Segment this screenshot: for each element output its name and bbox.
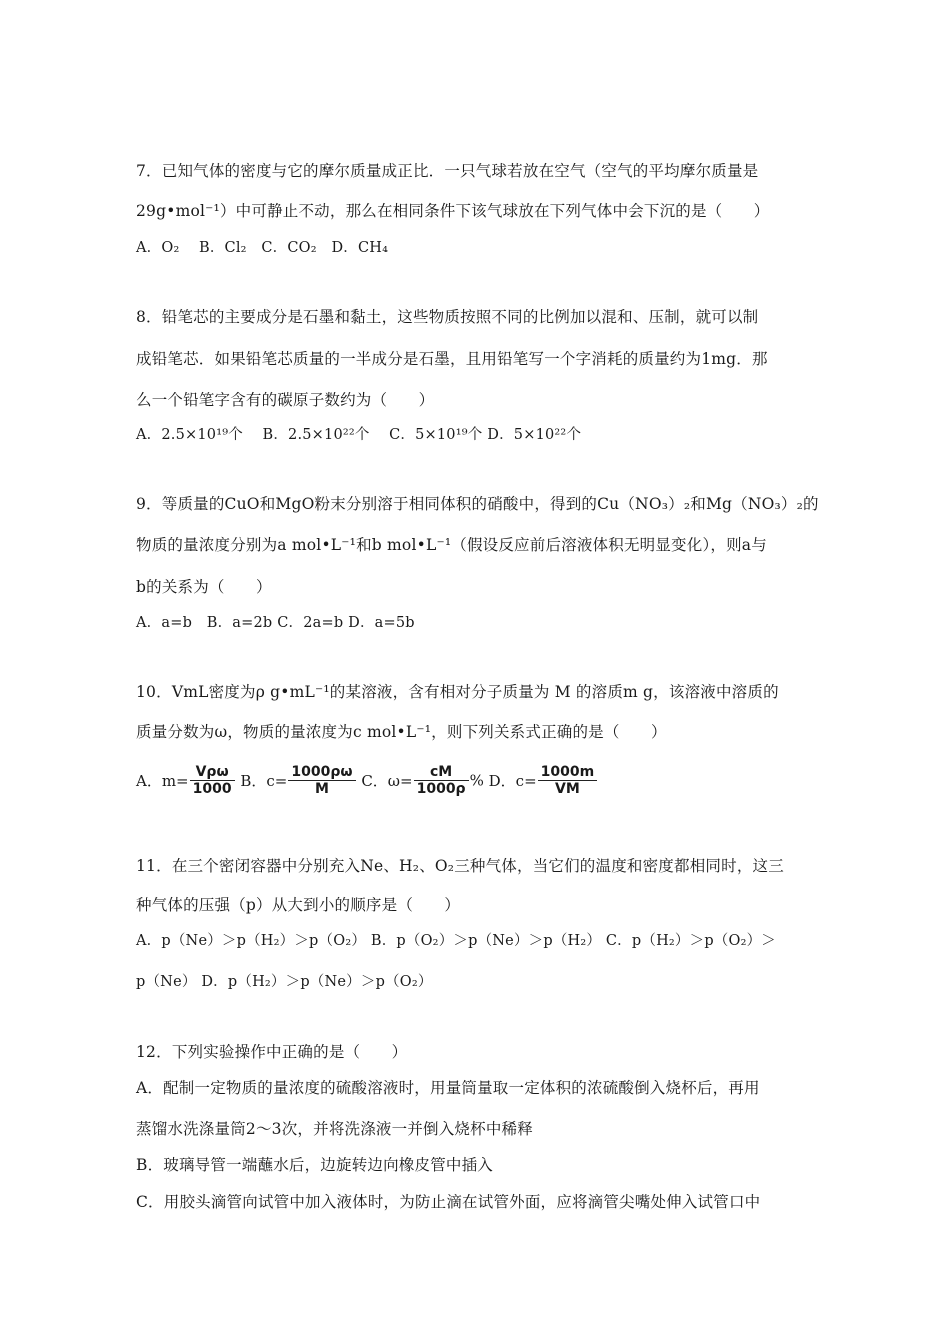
q10-option-a-fraction [190, 764, 235, 797]
q10-option-a-prefix: A．m= [136, 772, 189, 790]
q10-option-d-fraction [538, 764, 598, 797]
q10-stem-line1: 10．VmL密度为ρ g•mL⁻¹的某溶液，含有相对分子质量为 M 的溶质m g，该溶液中溶质的 [136, 683, 779, 701]
q10-option-b-fraction [288, 764, 355, 797]
q10-option-b-numerator: 1000ρω [288, 764, 355, 781]
q8-stem-line2: 成铅笔芯．如果铅笔芯质量的一半成分是石墨，且用铅笔写一个字消耗的质量约为1mg．那 [136, 350, 768, 368]
q12-option-c: C．用胶头滴管向试管中加入液体时，为防止滴在试管外面，应将滴管尖嘴处伸入试管口中 [136, 1193, 761, 1211]
q10-option-c-numerator: cM [414, 764, 469, 781]
q7-stem-line2: 29g•mol⁻¹）中可静止不动，那么在相同条件下该气球放在下列气体中会下沉的是（ ） [136, 202, 770, 220]
q10-option-b-prefix: B．c= [240, 772, 288, 790]
q9-stem-line3: b的关系为（ ） [136, 578, 272, 596]
q11-options-line1: A．p（Ne）＞p（H₂）＞p（O₂） B．p（O₂）＞p（Ne）＞p（H₂） C．p（H₂）＞p（O₂）＞ [136, 933, 777, 949]
q10-option-c-suffix: % [469, 771, 484, 790]
q7-stem-line1: 7．已知气体的密度与它的摩尔质量成正比．一只气球若放在空气（空气的平均摩尔质量是 [136, 162, 759, 180]
q10-option-d-prefix: D．c= [488, 772, 537, 790]
q10-option-c-denominator: 1000ρ [416, 781, 466, 797]
q9-options: A．a=b B．a=2b C．2a=b D．a=5b [136, 615, 415, 631]
q8-options: A．2.5×10¹⁹个 B．2.5×10²²个 C．5×10¹⁹个 D．5×10²²个 [136, 427, 582, 443]
q9-stem-line2: 物质的量浓度分别为a mol•L⁻¹和b mol•L⁻¹（假设反应前后溶液体积无明显变化），则a与 [136, 536, 767, 554]
q11-stem-line1: 11．在三个密闭容器中分别充入Ne、H₂、O₂三种气体，当它们的温度和密度都相同时，这三 [136, 857, 784, 875]
q10-option-c-fraction [414, 764, 469, 797]
q8-stem-line1: 8．铅笔芯的主要成分是石墨和黏土，这些物质按照不同的比例加以混和、压制，就可以制 [136, 308, 759, 326]
q12-option-a-line2: 蒸馏水洗涤量筒2～3次，并将洗涤液一并倒入烧杯中稀释 [136, 1120, 533, 1138]
q10-option-c-prefix: C．ω= [361, 772, 413, 790]
q10-stem-line2: 质量分数为ω，物质的量浓度为c mol•L⁻¹，则下列关系式正确的是（ ） [136, 723, 667, 741]
q11-stem-line2: 种气体的压强（p）从大到小的顺序是（ ） [136, 896, 461, 914]
q12-option-b: B．玻璃导管一端蘸水后，边旋转边向橡皮管中插入 [136, 1156, 493, 1174]
q9-stem-line1: 9．等质量的CuO和MgO粉末分别溶于相同体积的硝酸中，得到的Cu（NO₃）₂和Mg（NO₃）₂的 [136, 495, 819, 513]
q10-option-a-denominator: 1000 [192, 781, 232, 797]
q10-options [136, 764, 598, 804]
q10-option-d-numerator: 1000m [538, 764, 598, 781]
q12-stem: 12．下列实验操作中正确的是（ ） [136, 1043, 408, 1061]
q11-options-line2: p（Ne） D．p（H₂）＞p（Ne）＞p（O₂） [136, 974, 433, 990]
q7-options: A．O₂ B．Cl₂ C．CO₂ D．CH₄ [136, 240, 389, 256]
q10-option-a-numerator: Vρω [190, 764, 235, 781]
q12-option-a-line1: A．配制一定物质的量浓度的硫酸溶液时，用量筒量取一定体积的浓硫酸倒入烧杯后，再用 [136, 1079, 760, 1097]
q10-option-b-denominator: M [314, 781, 329, 797]
q8-stem-line3: 么一个铅笔字含有的碳原子数约为（ ） [136, 391, 435, 409]
q10-option-d-denominator: VM [555, 781, 580, 797]
